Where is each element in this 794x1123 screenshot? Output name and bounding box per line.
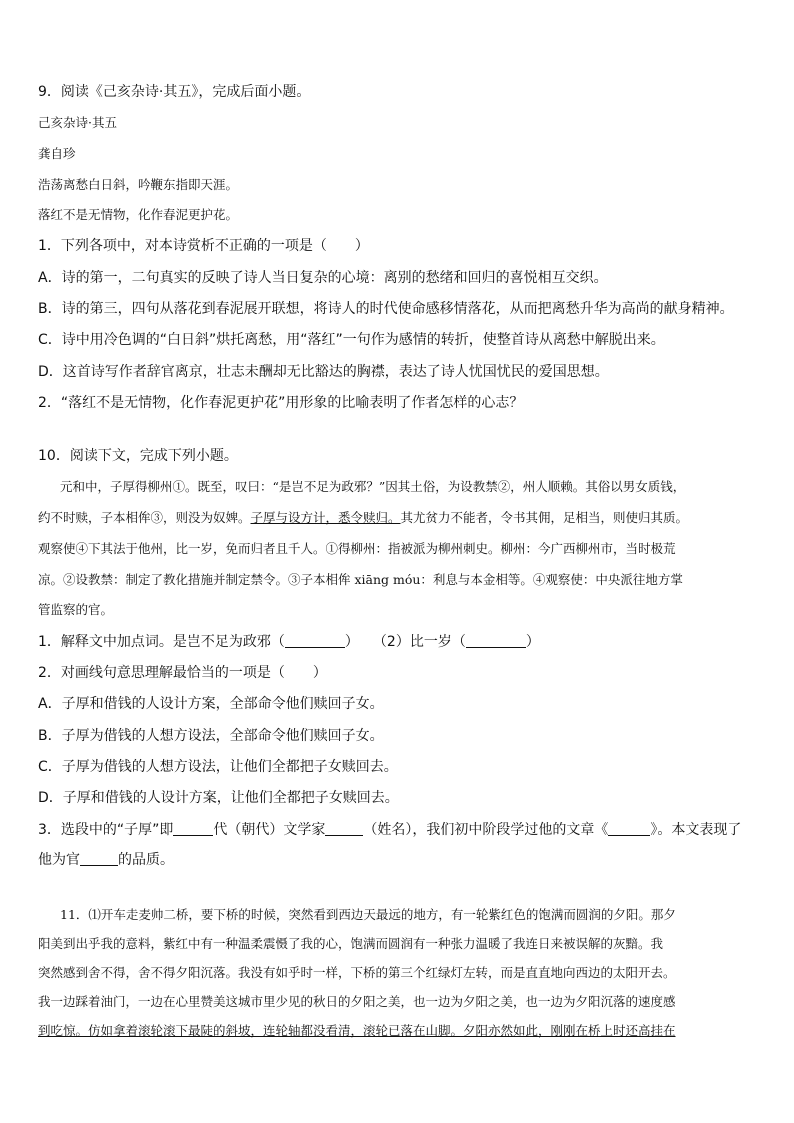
q10-passage-text: 其尤贫力不能者，令书其佣，足相当，则使归其质。	[400, 510, 689, 525]
q10-option-a: A．子厚和借钱的人设计方案，全部命令他们赎回子女。	[38, 696, 384, 712]
q10-sub3-text: 他为官	[38, 852, 80, 868]
q11-passage-line-5: 到吃惊。仿如拿着滚轮滚下最陡的斜坡，连轮轴都没看清，滚轮已落在山脚。夕阳亦然如此，刚刚在桥上时还高挂在	[38, 1023, 676, 1038]
q10-sub-question-3	[38, 820, 741, 840]
q10-option-d: D．子厚和借钱的人设计方案，让他们全都把子女赎回去。	[38, 790, 399, 806]
q9-option-b: B．诗的第三，四句从落花到春泥展开联想，将诗人的时代使命感移情落花，从而把离愁升华为高尚的献身精神。	[38, 301, 734, 317]
answer-blank[interactable]	[285, 633, 345, 648]
q10-sub3-text: 》。本文表现了	[650, 822, 742, 838]
q11-passage-line-4: 我一边踩着油门，一边在心里赞美这城市里少见的秋日的夕阳之美，也一边为夕阳之美，也一边为夕阳沉落的速度感	[38, 994, 676, 1009]
q10-sub1-text: ）	[525, 634, 540, 650]
q10-passage-line-1: 元和中，子厚得柳州①。既至，叹曰：“是岂不足为政邪？”因其土俗，为设教禁②，州人顺赖。其俗以男女质钱，	[60, 479, 686, 494]
q10-sub-question-1	[38, 632, 540, 652]
q9-heading: 9．阅读《己亥杂诗·其五》，完成后面小题。	[38, 84, 311, 100]
q9-option-d: D．这首诗写作者辞官离京，壮志未酬却无比豁达的胸襟，表达了诗人忧国忧民的爱国思想。	[38, 364, 609, 380]
q10-heading: 10．阅读下文，完成下列小题。	[38, 448, 238, 464]
q11-passage-line-2: 阳美到出乎我的意料，紫红中有一种温柔震慑了我的心，饱满而圆润有一种张力温暖了我连日来被误解的灰黯。我	[38, 936, 664, 951]
q9-sub-question-1: 1．下列各项中，对本诗赏析不正确的一项是（ ）	[38, 238, 369, 254]
q10-passage-line-2	[38, 509, 688, 527]
q10-sub-question-2: 2．对画线句意思理解最恰当的一项是（ ）	[38, 665, 327, 681]
poem-line-2: 落红不是无情物，化作春泥更护花。	[38, 207, 239, 222]
q10-sub1-text: ） （2）比一岁（	[344, 634, 466, 650]
q10-option-b: B．子厚为借钱的人想方设法，全部命令他们赎回子女。	[38, 728, 384, 744]
q10-passage-line-4: 凉。②设教禁：制定了教化措施并制定禁令。③子本相侔 xiāng móu：利息与本金相等。④观察使：中央派往地方掌	[38, 572, 683, 587]
q9-option-a: A．诗的第一，二句真实的反映了诗人当日复杂的心境：离别的愁绪和回归的喜悦相互交织。	[38, 270, 608, 286]
q10-passage-line-3: 观察使④下其法于他州，比一岁，免而归者且千人。①得柳州：指被派为柳州刺史。柳州：今广西柳州市，当时极荒	[38, 541, 676, 556]
q10-sub1-text: 1．解释文中加点词。是岂不足为政邪（	[38, 634, 285, 650]
q10-sub3-text: 3．选段中的“子厚”即	[38, 822, 174, 838]
answer-blank[interactable]	[173, 821, 213, 836]
q10-underlined-sentence: 子厚与设方计，悉令赎归。	[250, 510, 401, 525]
q10-sub3-text: 代（朝代）文学家	[213, 822, 326, 838]
answer-blank[interactable]	[80, 851, 118, 866]
q10-passage-line-5: 管监察的官。	[38, 602, 114, 617]
answer-blank[interactable]	[325, 821, 363, 836]
q9-sub-question-2: 2．“落红不是无情物，化作春泥更护花”用形象的比喻表明了作者怎样的心志？	[38, 395, 524, 411]
q10-passage-text: 约不时赎，子本相侔③，则没为奴婢。	[38, 510, 251, 525]
q10-sub3-text: （姓名），我们初中阶段学过他的文章《	[363, 822, 609, 838]
q9-option-c: C．诗中用冷色调的“白日斜”烘托离愁，用“落红”一句作为感情的转折，使整首诗从离愁中解脱出来。	[38, 332, 665, 348]
q11-passage-line-1: 11．⑴开车走麦帅二桥，要下桥的时候，突然看到西边天最远的地方，有一轮紫红色的饱满而圆润的夕阳。那夕	[60, 907, 676, 922]
poem-line-1: 浩荡离愁白日斜，吟鞭东指即天涯。	[38, 177, 239, 192]
q10-sub3-text: 的品质。	[118, 852, 174, 868]
q11-passage-line-3: 突然感到舍不得，舍不得夕阳沉落。我没有如乎时一样，下桥的第三个红绿灯左转，而是直直地向西边的太阳开去。	[38, 965, 676, 980]
answer-blank[interactable]	[608, 821, 650, 836]
q10-sub-question-3-cont	[38, 850, 174, 870]
q10-option-c: C．子厚为借钱的人想方设法，让他们全都把子女赎回去。	[38, 759, 398, 775]
poem-author: 龚自珍	[38, 146, 76, 161]
poem-title: 己亥杂诗·其五	[38, 115, 117, 130]
answer-blank[interactable]	[466, 633, 526, 648]
